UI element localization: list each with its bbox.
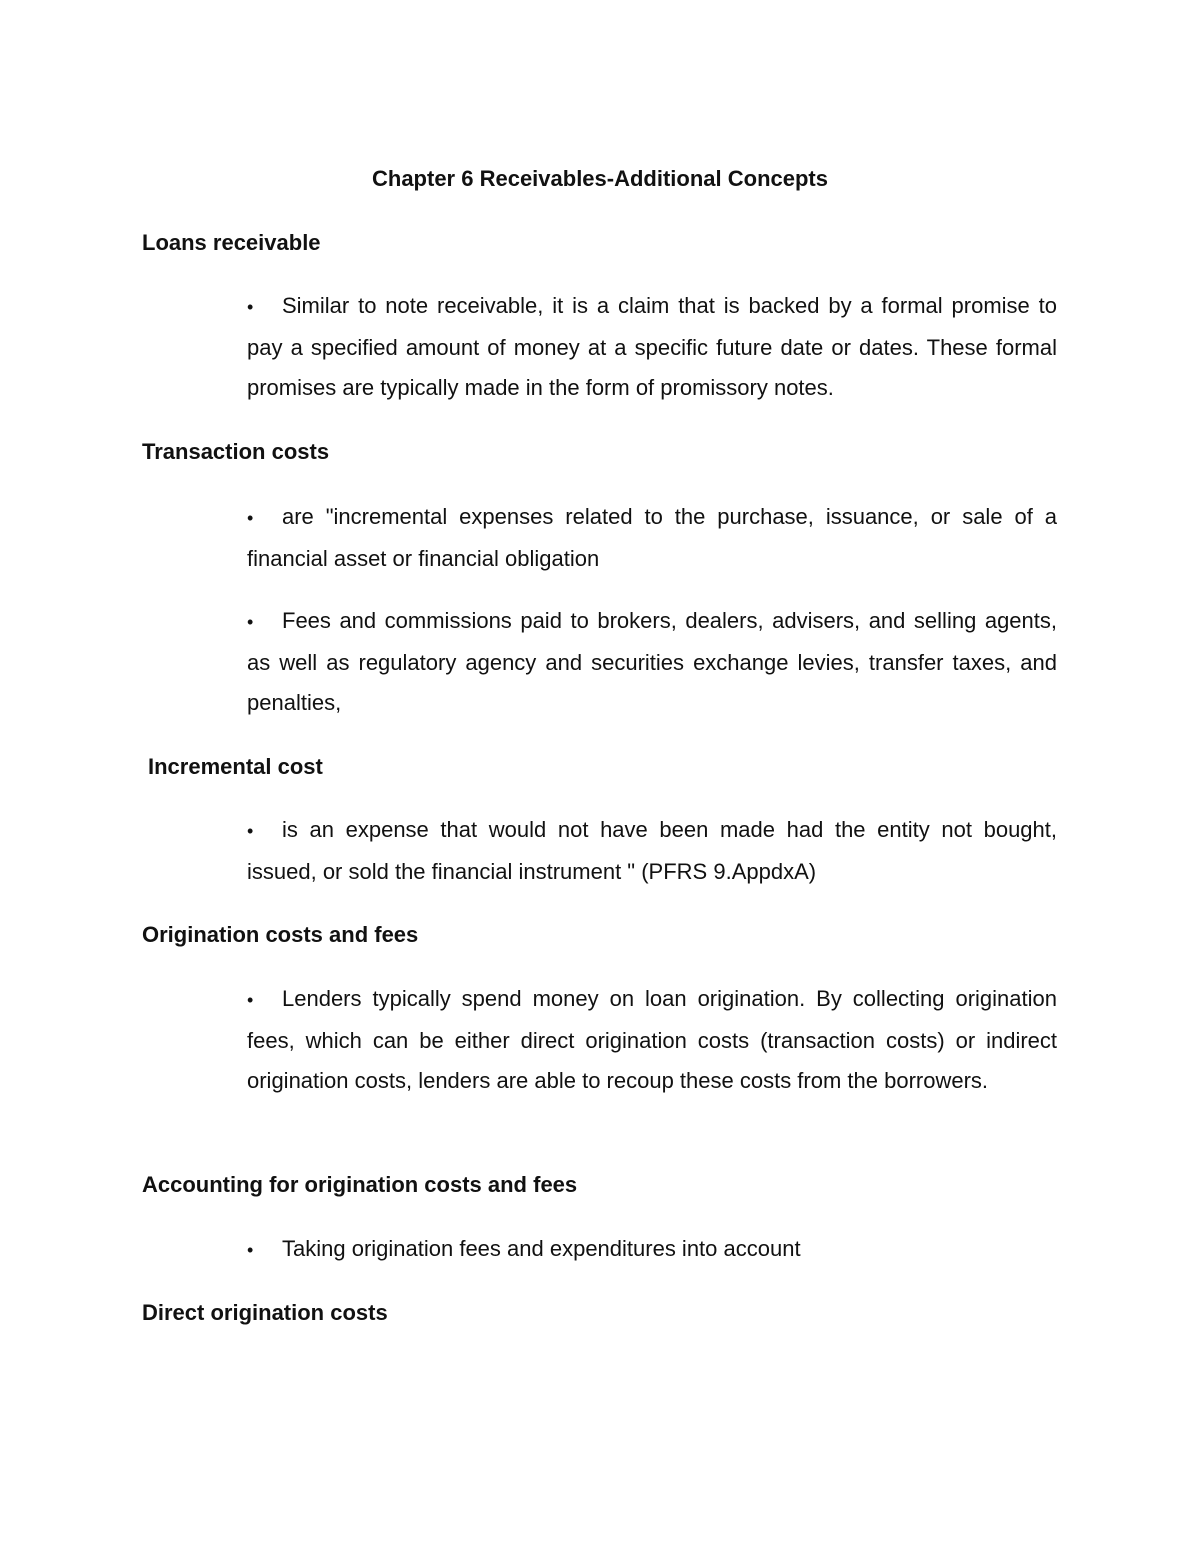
section-heading-loans-receivable: Loans receivable [142, 230, 321, 255]
bullet-item [247, 979, 1057, 1102]
section-heading-origination-costs-and-fees: Origination costs and fees [142, 922, 419, 947]
bullet-icon: • [247, 1240, 254, 1260]
page-title: Chapter 6 Receivables-Additional Concepts [372, 166, 828, 191]
bullet-icon: • [247, 297, 254, 317]
bullet-item [247, 286, 1057, 409]
bullet-item [247, 601, 1057, 724]
bullet-text: Taking origination fees and expenditures into account [282, 1236, 801, 1261]
bullet-icon: • [247, 612, 254, 632]
bullet-icon: • [247, 990, 254, 1010]
bullet-text: Lenders typically spend money on loan origination. By collecting origination fees, which can be either direct origination costs (transaction costs) or indirect origination costs, lenders are able to recoup these costs from the borrowers. [247, 986, 1057, 1093]
bullet-text: is an expense that would not have been made had the entity not bought, issued, or sold the financial instrument " (PFRS 9.AppdxA) [247, 817, 1057, 884]
section-heading-incremental-cost: Incremental cost [148, 754, 323, 779]
bullet-text: are "incremental expenses related to the purchase, issuance, or sale of a financial asset or financial obligation [247, 504, 1057, 571]
section-heading-direct-origination-costs: Direct origination costs [142, 1300, 388, 1325]
bullet-icon: • [247, 821, 254, 841]
bullet-icon: • [247, 508, 254, 528]
bullet-text: Fees and commissions paid to brokers, dealers, advisers, and selling agents, as well as regulatory agency and securities exchange levies, transfer taxes, and penalties, [247, 608, 1057, 715]
bullet-item [247, 497, 1057, 579]
bullet-item [247, 1229, 1057, 1271]
bullet-text: Similar to note receivable, it is a claim that is backed by a formal promise to pay a specified amount of money at a specific future date or dates. These formal promises are typically made in the form of promissory notes. [247, 293, 1057, 400]
section-heading-transaction-costs: Transaction costs [142, 439, 330, 464]
section-heading-accounting-for-origination: Accounting for origination costs and fees [142, 1172, 578, 1197]
bullet-item [247, 810, 1057, 892]
